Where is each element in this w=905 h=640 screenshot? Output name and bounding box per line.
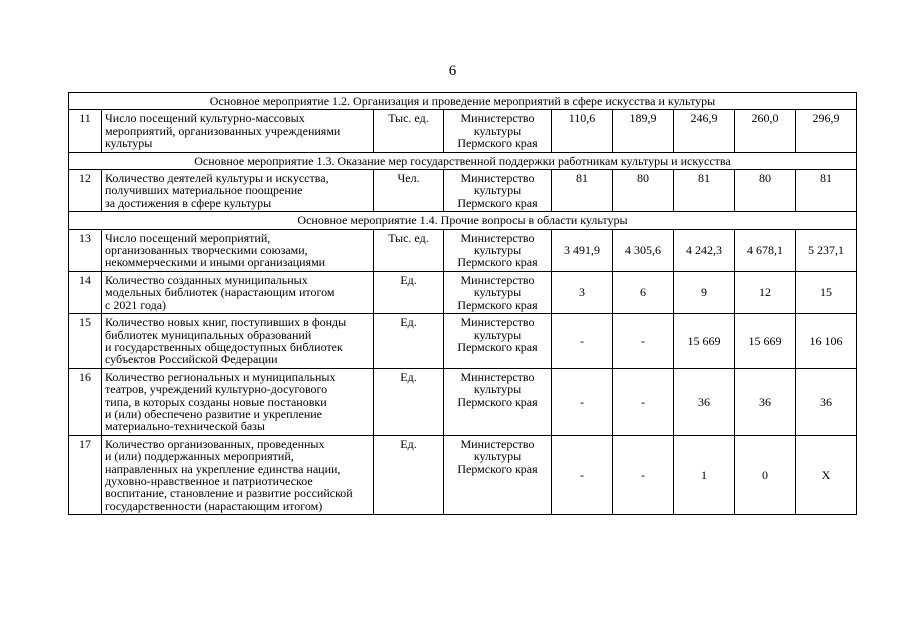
executor-line: культуры <box>473 327 522 342</box>
section-title: Основное мероприятие 1.2. Организация и проведение мероприятий в сфере искусства и культуры <box>69 93 857 110</box>
value-cell: 260,0 <box>735 110 796 152</box>
unit-of-measure: Тыс. ед. <box>374 110 444 152</box>
value-cell: 36 <box>796 368 857 435</box>
indicator-name <box>102 314 374 369</box>
indicator-name <box>102 435 374 514</box>
value-cell: 246,9 <box>674 110 735 152</box>
value-cell: - <box>613 435 674 514</box>
responsible-executor <box>444 368 552 435</box>
executor-line: Министерство <box>460 171 535 186</box>
indicator-name <box>102 229 374 271</box>
value-cell: 296,9 <box>796 110 857 152</box>
row-number: 14 <box>69 271 102 313</box>
indicators-table <box>68 92 857 515</box>
value-cell: 4 678,1 <box>735 229 796 271</box>
value-cell: - <box>613 368 674 435</box>
responsible-executor <box>444 314 552 369</box>
executor-line: Пермского края <box>457 461 538 476</box>
value-cell: 4 242,3 <box>674 229 735 271</box>
indicator-name-line: модельных библиотек (нарастающим итогом <box>105 285 335 300</box>
value-cell: 81 <box>796 170 857 212</box>
executor-line: Министерство <box>460 436 535 451</box>
value-cell: 15 669 <box>735 314 796 369</box>
executor-line: культуры <box>473 123 522 138</box>
executor-line: Министерство <box>460 315 535 330</box>
indicator-row <box>69 368 857 435</box>
value-cell: 5 237,1 <box>796 229 857 271</box>
executor-line: Пермского края <box>457 339 538 354</box>
indicator-row <box>69 110 857 152</box>
indicator-name-line: направленных на укрепление единства нации, <box>105 461 341 476</box>
value-cell: 15 <box>796 271 857 313</box>
indicator-name <box>102 170 374 212</box>
indicator-row <box>69 271 857 313</box>
section-title: Основное мероприятие 1.3. Оказание мер государственной поддержки работникам культуры и искусства <box>69 152 857 169</box>
responsible-executor <box>444 110 552 152</box>
responsible-executor <box>444 435 552 514</box>
executor-line: культуры <box>473 285 522 300</box>
indicator-name-line: мероприятий, организованных учреждениями <box>105 123 341 138</box>
indicator-name-line: Количество новых книг, поступивших в фонды <box>105 315 347 330</box>
indicator-row <box>69 435 857 514</box>
value-cell: 4 305,6 <box>613 229 674 271</box>
executor-line: культуры <box>473 243 522 258</box>
value-cell: 80 <box>735 170 796 212</box>
row-number: 12 <box>69 170 102 212</box>
indicator-name-line: Количество региональных и муниципальных <box>105 369 336 384</box>
indicator-name-line: Количество созданных муниципальных <box>105 272 308 287</box>
indicator-name-line: организованных творческими союзами, <box>105 243 308 258</box>
row-number: 17 <box>69 435 102 514</box>
indicator-name-line: воспитание, становление и развитие российской <box>105 486 353 501</box>
indicator-name-line: Число посещений культурно-массовых <box>105 111 305 126</box>
indicator-row <box>69 314 857 369</box>
value-cell: 80 <box>613 170 674 212</box>
indicator-name-line: культуры <box>105 136 153 151</box>
executor-line: Пермского края <box>457 255 538 270</box>
indicator-name-line: библиотек муниципальных образований <box>105 327 312 342</box>
indicator-name-line: театров, учреждений культурно-досугового <box>105 382 328 397</box>
value-cell: - <box>552 435 613 514</box>
value-cell: - <box>552 368 613 435</box>
value-cell: 15 669 <box>674 314 735 369</box>
value-cell: 81 <box>674 170 735 212</box>
row-number: 11 <box>69 110 102 152</box>
value-cell: 81 <box>552 170 613 212</box>
executor-line: Министерство <box>460 369 535 384</box>
indicator-name-line: материально-технической базы <box>105 419 265 434</box>
row-number: 13 <box>69 229 102 271</box>
indicator-name-line: Количество деятелей культуры и искусства, <box>105 171 329 186</box>
indicator-name-line: некоммерческими и иными организациями <box>105 255 326 270</box>
indicator-name-line: получивших материальное поощрение <box>105 183 303 198</box>
indicator-name-line: Число посещений мероприятий, <box>105 230 271 245</box>
value-cell: 0 <box>735 435 796 514</box>
executor-line: культуры <box>473 449 522 464</box>
executor-line: культуры <box>473 382 522 397</box>
executor-line: Пермского края <box>457 195 538 210</box>
unit-of-measure: Тыс. ед. <box>374 229 444 271</box>
executor-line: культуры <box>473 183 522 198</box>
executor-line: Министерство <box>460 272 535 287</box>
executor-line: Министерство <box>460 111 535 126</box>
page-number: 6 <box>448 63 457 79</box>
value-cell: 189,9 <box>613 110 674 152</box>
responsible-executor <box>444 170 552 212</box>
value-cell: - <box>613 314 674 369</box>
executor-line: Пермского края <box>457 297 538 312</box>
unit-of-measure: Ед. <box>374 368 444 435</box>
indicator-row <box>69 170 857 212</box>
value-cell: 9 <box>674 271 735 313</box>
section-row <box>69 93 857 110</box>
executor-line: Министерство <box>460 230 535 245</box>
value-cell: 12 <box>735 271 796 313</box>
value-cell: - <box>552 314 613 369</box>
responsible-executor <box>444 271 552 313</box>
indicator-name-line: государственности (нарастающим итогом) <box>105 498 323 513</box>
section-row <box>69 152 857 169</box>
indicator-name-line: и государственных общедоступных библиотек <box>105 339 343 354</box>
value-cell: 16 106 <box>796 314 857 369</box>
value-cell: 3 491,9 <box>552 229 613 271</box>
unit-of-measure: Ед. <box>374 271 444 313</box>
value-cell: 36 <box>674 368 735 435</box>
responsible-executor <box>444 229 552 271</box>
unit-of-measure: Ед. <box>374 435 444 514</box>
section-row <box>69 212 857 229</box>
indicator-name <box>102 368 374 435</box>
section-title: Основное мероприятие 1.4. Прочие вопросы в области культуры <box>69 212 857 229</box>
unit-of-measure: Ед. <box>374 314 444 369</box>
indicator-name-line: и (или) поддержанных мероприятий, <box>105 449 294 464</box>
unit-of-measure: Чел. <box>374 170 444 212</box>
indicator-name-line: типа, в которых созданы новые постановки <box>105 394 327 409</box>
value-cell: 36 <box>735 368 796 435</box>
value-cell: 3 <box>552 271 613 313</box>
indicator-name-line: с 2021 года) <box>105 297 167 312</box>
indicator-name-line: Количество организованных, проведенных <box>105 436 325 451</box>
value-cell: 110,6 <box>552 110 613 152</box>
executor-line: Пермского края <box>457 394 538 409</box>
row-number: 16 <box>69 368 102 435</box>
indicator-name-line: субъектов Российской Федерации <box>105 352 278 367</box>
indicator-name-line: и (или) обеспечено развитие и укрепление <box>105 406 323 421</box>
value-cell: 1 <box>674 435 735 514</box>
table-body <box>69 93 857 515</box>
executor-line: Пермского края <box>457 136 538 151</box>
value-cell: 6 <box>613 271 674 313</box>
indicator-row <box>69 229 857 271</box>
value-cell: Х <box>796 435 857 514</box>
indicator-name-line: за достижения в сфере культуры <box>105 195 272 210</box>
row-number: 15 <box>69 314 102 369</box>
indicator-name-line: духовно-нравственное и патриотическое <box>105 473 313 488</box>
indicator-name <box>102 271 374 313</box>
indicator-name <box>102 110 374 152</box>
